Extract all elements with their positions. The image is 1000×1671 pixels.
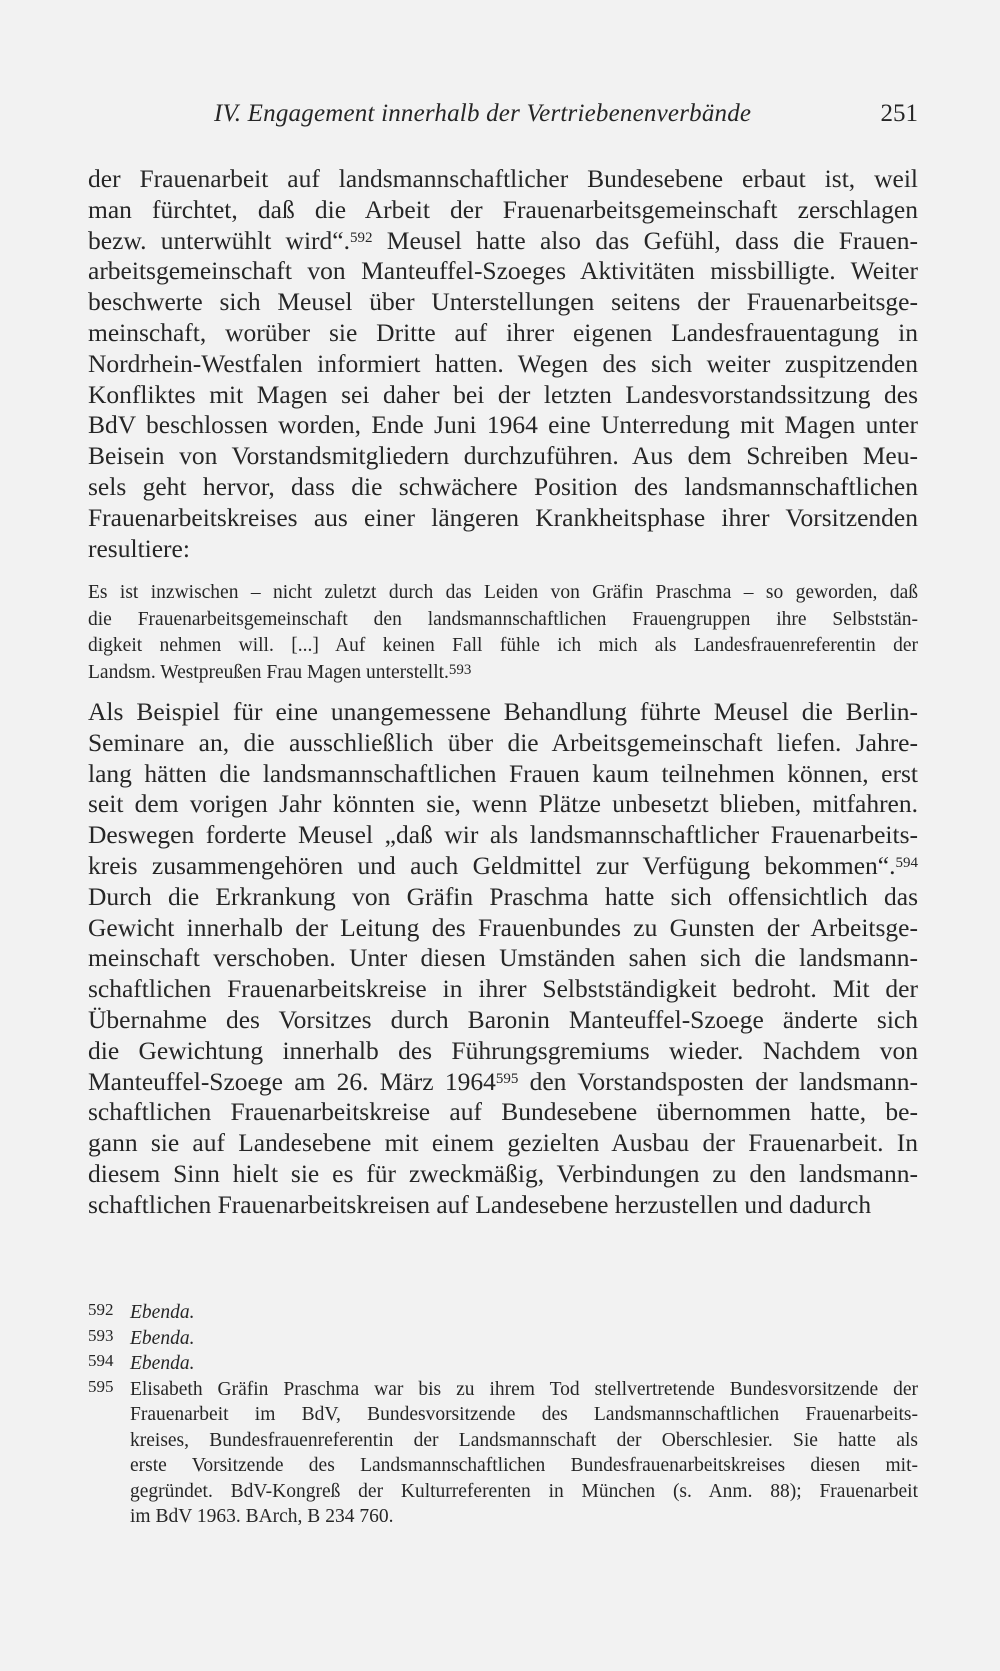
text-line: Beisein von Vorstandsmitgliedern durchzuführen. Aus dem Schreiben Meu-	[88, 441, 918, 471]
text-line: die Gewichtung innerhalb des Führungsgremiums wieder. Nachdem von	[88, 1035, 918, 1065]
paragraph-1	[88, 164, 918, 564]
text-line: Übernahme des Vorsitzes durch Baronin Manteuffel-Szoege änderte sich	[88, 1004, 918, 1034]
text-line: Durch die Erkrankung von Gräfin Praschma hatte sich offensichtlich das	[88, 881, 918, 911]
text-line: gann sie auf Landesebene mit einem gezielten Ausbau der Frauenarbeit. In	[88, 1128, 918, 1158]
text-line: man fürchtet, daß die Arbeit der Frauenarbeitsgemeinschaft zerschlagen	[88, 194, 918, 224]
footnote-number: 593	[88, 1325, 114, 1345]
text-line: sels geht hervor, dass die schwächere Position des landsmannschaftlichen	[88, 471, 918, 501]
footnote-number: 595	[88, 1376, 114, 1396]
text-line: Seminare an, die ausschließlich über die Arbeitsgemeinschaft liefen. Jahre-	[88, 727, 918, 757]
footnote-text	[130, 1300, 918, 1326]
text-line: Gewicht innerhalb der Leitung des Frauenbundes zu Gunsten der Arbeitsge-	[88, 912, 918, 942]
text-line: Nordrhein-Westfalen informiert hatten. Wegen des sich weiter zuspitzenden	[88, 348, 918, 378]
text-line: arbeitsgemeinschaft von Manteuffel-Szoeges Aktivitäten missbilligte. Weiter	[88, 256, 918, 286]
text-line: Frauenarbeitskreises aus einer längeren Krankheitsphase ihrer Vorsitzenden	[88, 502, 918, 532]
footnote-line: Frauenarbeit im BdV, Bundesvorsitzende des Landsmannschaftlichen Frauenarbeits-	[130, 1404, 918, 1425]
text-line: Deswegen forderte Meusel „daß wir als landsmannschaftlicher Frauenarbeits-	[88, 820, 918, 850]
footnote-line: Elisabeth Gräfin Praschma war bis zu ihrem Tod stellvertretende Bundesvorsitzende der	[130, 1378, 918, 1400]
footnote-line: Ebenda.	[130, 1327, 195, 1349]
text-line: kreis zusammengehören und auch Geldmittel zur Verfügung bekommen“.$^{594}$	[88, 850, 918, 880]
footnote-line: gegründet. BdV-Kongreß der Kulturreferenten in München (s. Anm. 88); Frauenarbeit	[130, 1480, 918, 1502]
blockquote	[88, 580, 918, 686]
footnote-ref[interactable]: 593	[448, 661, 472, 678]
paragraph-2	[88, 697, 918, 1221]
footnote	[88, 1377, 918, 1530]
footnote-line: kreises, Bundesfrauenreferentin der Landsmannschaft der Oberschlesier. Sie hatte als	[130, 1429, 918, 1451]
footnote-line: im BdV 1963. BArch, B 234 760.	[130, 1506, 394, 1527]
text-line: BdV beschlossen worden, Ende Juni 1964 eine Unterredung mit Magen unter	[88, 410, 918, 440]
text-line: meinschaft verschoben. Unter diesen Umständen sahen sich die landsmann-	[88, 943, 918, 973]
footnote-text	[130, 1351, 918, 1377]
running-title: IV. Engagement innerhalb der Vertriebenenverbände	[214, 100, 752, 127]
text-line: meinschaft, worüber sie Dritte auf ihrer eigenen Landesfrauentagung in	[88, 317, 918, 347]
page-number: 251	[880, 100, 918, 127]
footnote-ref[interactable]: 592	[350, 229, 373, 246]
footnote-line: Ebenda.	[130, 1302, 195, 1323]
text-line: lang hätten die landsmannschaftlichen Frauen kaum teilnehmen können, erst	[88, 758, 918, 788]
quote-line: Landsm. Westpreußen Frau Magen unterstellt.$^{593}$	[88, 661, 472, 683]
text-line: Konfliktes mit Magen sei daher bei der letzten Landesvorstandssitzung des	[88, 379, 918, 409]
footnote	[88, 1326, 918, 1352]
quote-line: die Frauenarbeitsgemeinschaft den landsmannschaftlichen Frauengruppen ihre Selbststän-	[88, 608, 918, 630]
text-line: Manteuffel-Szoege am 26. März 1964$^{595}$ den Vorstandsposten der landsmann-	[88, 1066, 918, 1096]
text-line: Als Beispiel für eine unangemessene Behandlung führte Meusel die Berlin-	[88, 697, 918, 726]
footnote-line: erste Vorsitzende des Landsmannschaftlichen Bundesfrauenarbeitskreises diesen mit-	[130, 1455, 918, 1476]
footnotes	[88, 1300, 918, 1530]
footnote-number: 592	[88, 1300, 114, 1319]
text-line: resultiere:	[88, 533, 190, 563]
text-line: diesem Sinn hielt sie es für zweckmäßig, Verbindungen zu den landsmann-	[88, 1158, 918, 1188]
footnote-number: 594	[88, 1351, 114, 1370]
text-line: schaftlichen Frauenarbeitskreise in ihrer Selbstständigkeit bedroht. Mit der	[88, 974, 918, 1004]
footnote-ref[interactable]: 594	[895, 854, 918, 871]
quote-line: Es ist inzwischen – nicht zuletzt durch das Leiden von Gräfin Praschma – so geworden, daß	[88, 582, 918, 603]
text-line: schaftlichen Frauenarbeitskreise auf Bundesebene übernommen hatte, be-	[88, 1097, 918, 1127]
text-line: beschwerte sich Meusel über Unterstellungen seitens der Frauenarbeitsge-	[88, 287, 918, 317]
quote-line: digkeit nehmen will. [...] Auf keinen Fall fühle ich mich als Landesfrauenreferentin der	[88, 635, 918, 657]
footnote	[88, 1351, 918, 1377]
footnote-text	[130, 1377, 918, 1530]
text-line: der Frauenarbeit auf landsmannschaftlicher Bundesebene erbaut ist, weil	[88, 164, 918, 193]
text-line: schaftlichen Frauenarbeitskreisen auf Landesebene herzustellen und dadurch	[88, 1189, 872, 1219]
text-line: bezw. unterwühlt wird“.$^{592}$ Meusel hatte also das Gefühl, dass die Frauen-	[88, 225, 918, 255]
text-line: seit dem vorigen Jahr könnten sie, wenn Plätze unbesetzt blieben, mitfahren.	[88, 789, 918, 819]
footnote-ref[interactable]: 595	[495, 1070, 519, 1087]
footnote	[88, 1300, 918, 1326]
footnote-text	[130, 1326, 918, 1352]
running-head	[88, 100, 918, 136]
footnote-line: Ebenda.	[130, 1353, 195, 1374]
